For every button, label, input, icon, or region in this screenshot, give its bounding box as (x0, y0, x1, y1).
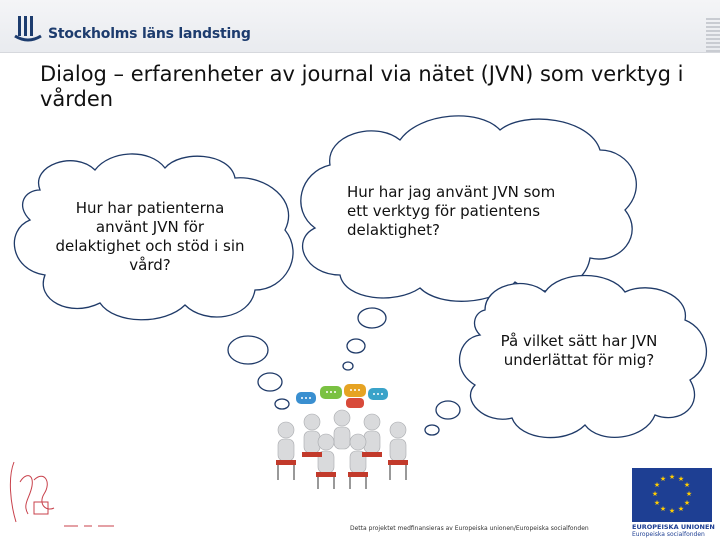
eu-label-union: EUROPEISKA UNIONEN (632, 523, 715, 531)
svg-text:★: ★ (677, 505, 685, 513)
speech-bubble-icons (296, 384, 388, 408)
eu-label-fund: Europeiska socialfonden (632, 531, 705, 538)
bubble-text-top: Hur har jag använt JVN som ett verktyg för patientens delaktighet? (347, 183, 556, 239)
svg-text:★: ★ (653, 499, 661, 507)
thought-dot (347, 339, 365, 353)
svg-text:★: ★ (683, 481, 691, 489)
svg-text:★: ★ (668, 473, 676, 481)
thought-dot (343, 362, 353, 370)
svg-text:★: ★ (683, 499, 691, 507)
svg-text:★: ★ (668, 507, 676, 515)
bubble-text-right: På vilket sätt har JVN underlättat för mig? (500, 332, 658, 369)
thought-dot (228, 336, 268, 364)
discussion-group-illustration (268, 378, 416, 490)
svg-text:★: ★ (685, 490, 693, 498)
funding-note: Detta projektet medfinansieras av Europeiska unionen/Europeiska socialfonden (350, 525, 589, 532)
svg-text:★: ★ (653, 481, 661, 489)
slide-title: Dialog – erfarenheter av journal via nätet (JVN) som verktyg i vården (40, 62, 684, 111)
svg-text:★: ★ (659, 475, 667, 483)
bubble-text-left: Hur har patienterna använt JVN för delaktighet och stöd i sin vård? (55, 199, 245, 274)
thought-dot (425, 425, 439, 435)
thought-dot (358, 308, 386, 328)
svg-text:★: ★ (677, 475, 685, 483)
svg-text:★: ★ (651, 490, 659, 498)
svg-text:★: ★ (659, 505, 667, 513)
thought-dot (436, 401, 460, 419)
project-logo-sketch (4, 452, 124, 532)
organization-name: Stockholms läns landsting (48, 26, 251, 42)
eu-stars-icon (632, 468, 712, 522)
eu-flag-logo (632, 468, 712, 522)
